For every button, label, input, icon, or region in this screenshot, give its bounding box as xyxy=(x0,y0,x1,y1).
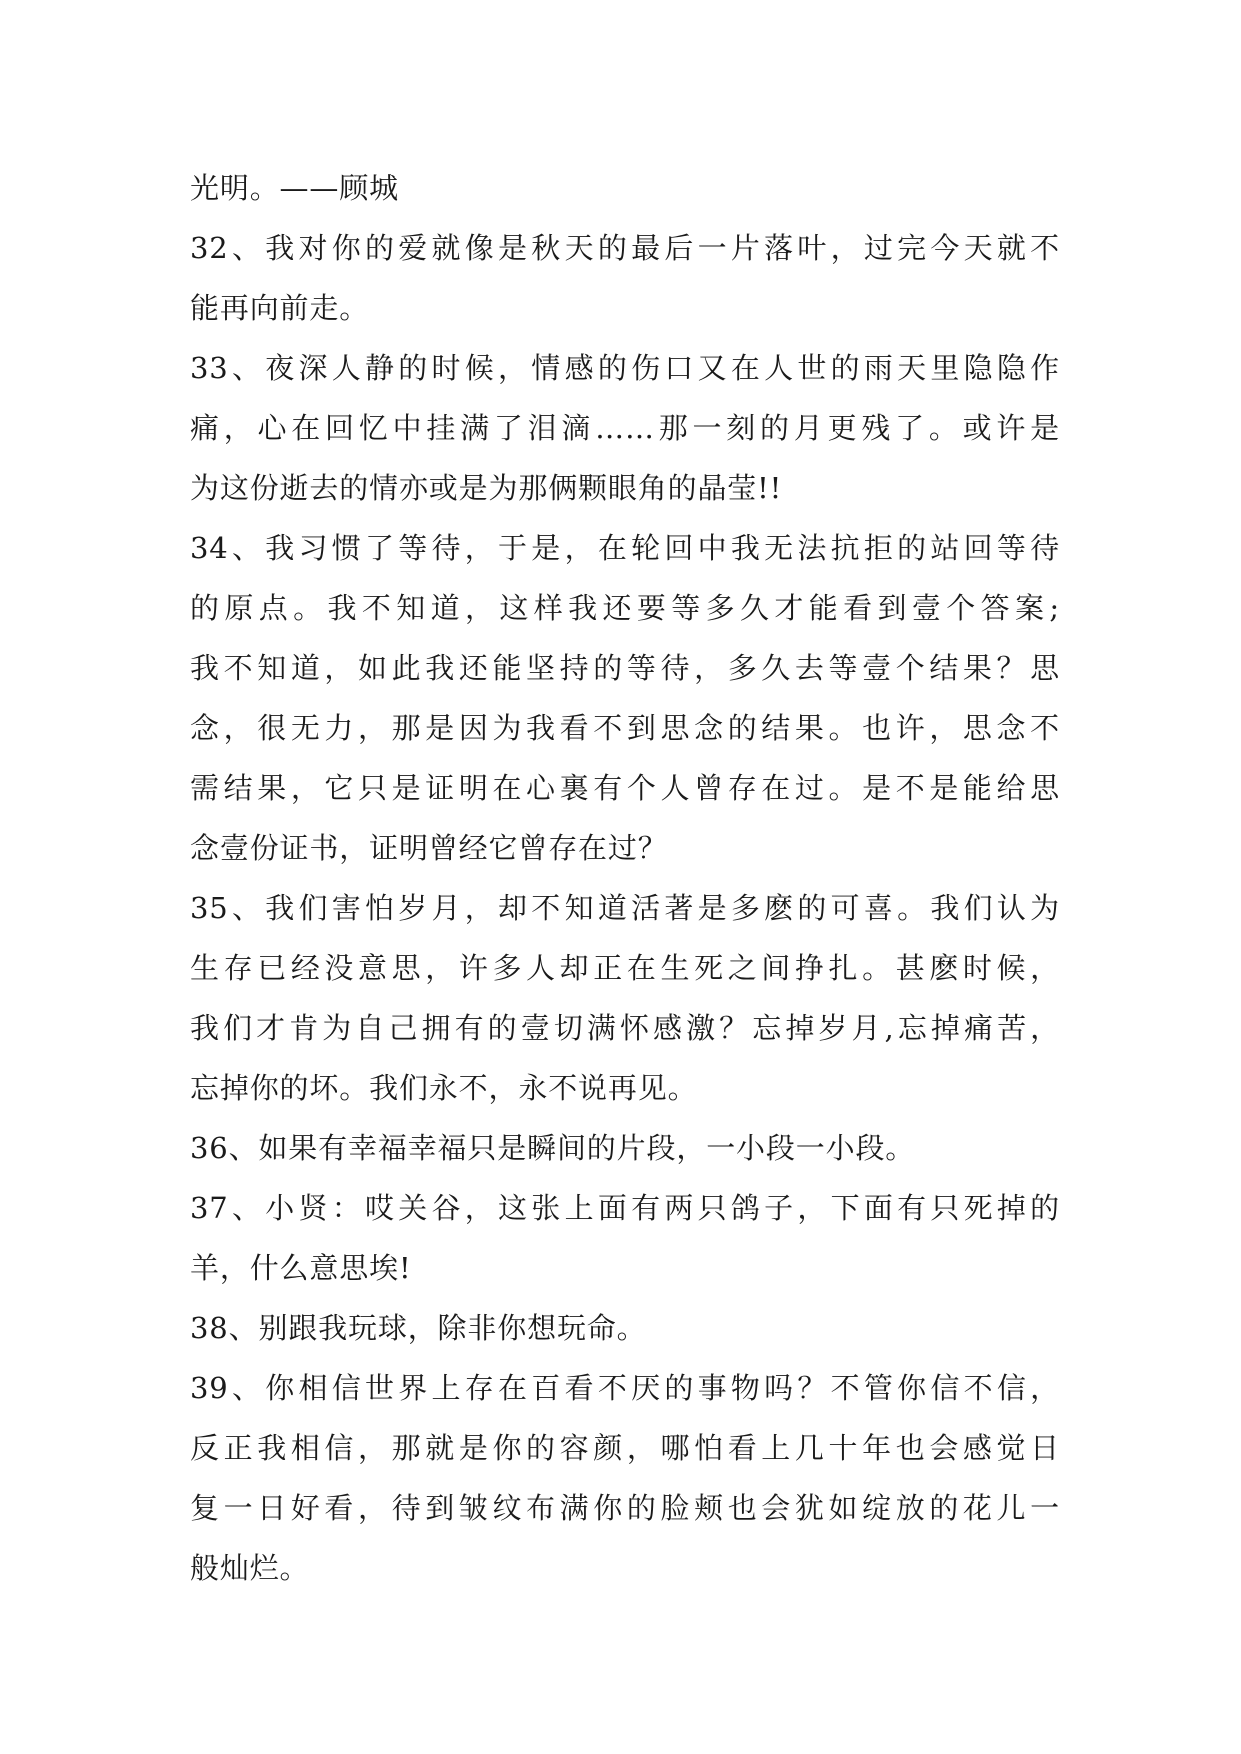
text-line: 念，很无力，那是因为我看不到思念的结果。也许，思念不 xyxy=(190,711,1060,745)
text-line: 32、我对你的爱就像是秋天的最后一片落叶，过完今天就不 xyxy=(190,231,1060,265)
text-line: 37、小贤：哎关谷，这张上面有两只鸽子，下面有只死掉的 xyxy=(190,1191,1060,1225)
text-line: 复一日好看，待到皱纹布满你的脸颊也会犹如绽放的花儿一 xyxy=(190,1491,1060,1525)
text-line: 反正我相信，那就是你的容颜，哪怕看上几十年也会感觉日 xyxy=(190,1431,1060,1465)
text-line: 的原点。我不知道，这样我还要等多久才能看到壹个答案; xyxy=(190,591,1060,625)
text-line: 忘掉你的坏。我们永不，永不说再见。 xyxy=(190,1071,698,1105)
text-line: 为这份逝去的情亦或是为那俩颗眼角的晶莹!! xyxy=(190,471,783,505)
text-line: 羊，什么意思埃! xyxy=(190,1251,412,1285)
text-line: 念壹份证书，证明曾经它曾存在过？ xyxy=(190,831,668,865)
text-line: 生存已经没意思，许多人却正在生死之间挣扎。甚麽时候， xyxy=(190,951,1060,985)
text-line: 35、我们害怕岁月，却不知道活著是多麽的可喜。我们认为 xyxy=(190,891,1060,925)
text-line: 38、别跟我玩球，除非你想玩命。 xyxy=(190,1311,647,1345)
text-line: 33、夜深人静的时候，情感的伤口又在人世的雨天里隐隐作 xyxy=(190,351,1060,385)
text-line: 般灿烂。 xyxy=(190,1551,310,1585)
text-line: 能再向前走。 xyxy=(190,291,370,325)
text-line: 36、如果有幸福幸福只是瞬间的片段，一小段一小段。 xyxy=(190,1131,916,1165)
text-line: 光明。——顾城 xyxy=(190,171,399,205)
text-line: 39、你相信世界上存在百看不厌的事物吗？不管你信不信， xyxy=(190,1371,1060,1405)
text-line: 我们才肯为自己拥有的壹切满怀感激？忘掉岁月,忘掉痛苦， xyxy=(190,1011,1060,1045)
body-text xyxy=(190,158,1060,1598)
text-line: 痛，心在回忆中挂满了泪滴……那一刻的月更残了。或许是 xyxy=(190,411,1060,445)
text-line: 34、我习惯了等待，于是，在轮回中我无法抗拒的站回等待 xyxy=(190,531,1060,565)
text-line: 我不知道，如此我还能坚持的等待，多久去等壹个结果？思 xyxy=(190,651,1060,685)
text-line: 需结果，它只是证明在心裏有个人曾存在过。是不是能给思 xyxy=(190,771,1060,805)
